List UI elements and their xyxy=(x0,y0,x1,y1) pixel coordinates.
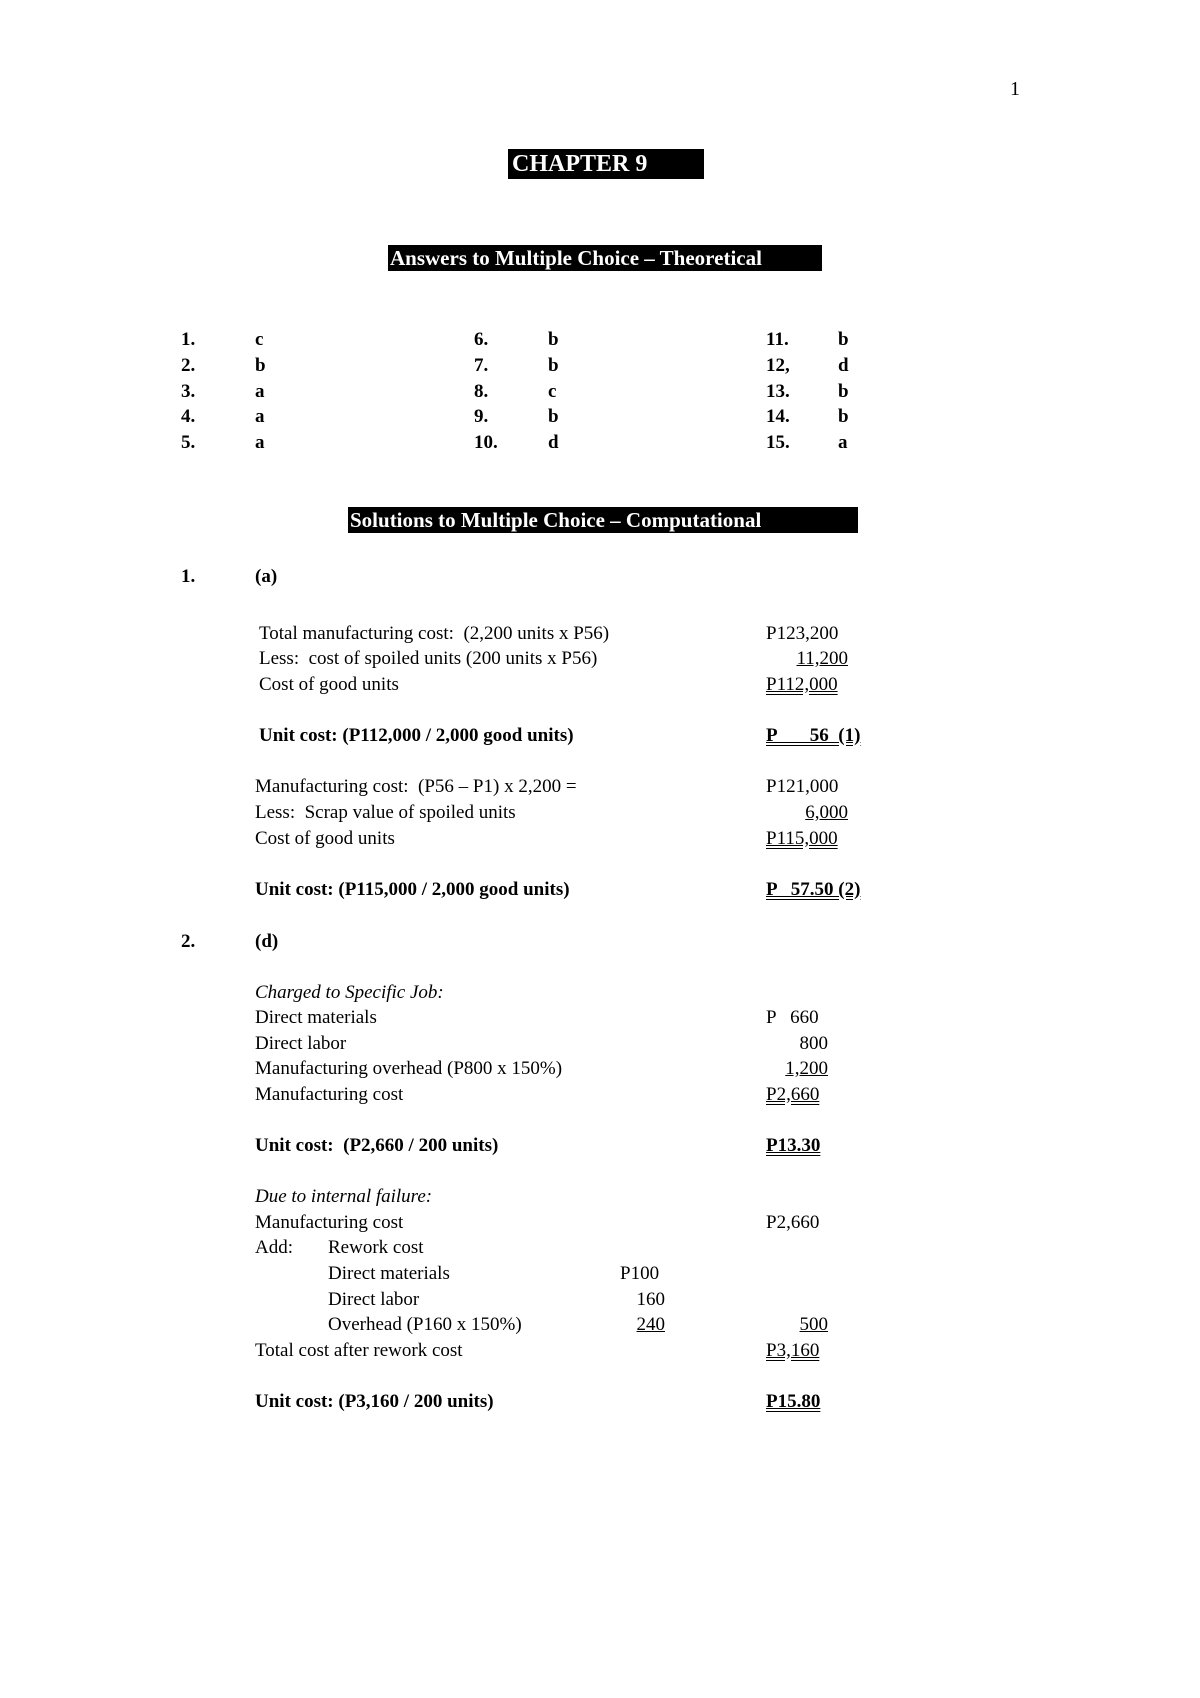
answer-number: 7. xyxy=(474,355,489,376)
answer-number: 5. xyxy=(181,432,196,453)
answer-letter: b xyxy=(838,381,849,402)
answer-number: 4. xyxy=(181,406,196,427)
answer-number: 8. xyxy=(474,381,489,402)
unit-cost-value: P 56 (1) xyxy=(766,725,861,746)
computational-heading: Solutions to Multiple Choice – Computational xyxy=(348,507,858,533)
line-label: Direct materials xyxy=(255,1007,377,1028)
line-value: P2,660 xyxy=(766,1212,820,1233)
answer-letter: b xyxy=(548,329,559,350)
line-value: P 660 xyxy=(766,1007,819,1028)
answer-number: 10. xyxy=(474,432,498,453)
answer-number: 2. xyxy=(181,355,196,376)
problem-number: 1. xyxy=(181,566,196,587)
line-label: Less: cost of spoiled units (200 units x P56) xyxy=(259,648,598,669)
line-label: Total manufacturing cost: (2,200 units x P56) xyxy=(259,623,610,644)
answer-number: 14. xyxy=(766,406,790,427)
answer-number: 13. xyxy=(766,381,790,402)
unit-cost-label: Unit cost: (P115,000 / 2,000 good units) xyxy=(255,879,570,900)
section-subheading: Charged to Specific Job: xyxy=(255,982,444,1003)
add-label: Add: xyxy=(255,1237,293,1258)
line-value: 240 xyxy=(636,1314,665,1335)
line-value: 1,200 xyxy=(785,1058,828,1079)
answer-letter: b xyxy=(548,355,559,376)
answer-letter: a xyxy=(838,432,848,453)
rework-label: Rework cost xyxy=(328,1237,424,1258)
unit-cost-value: P15.80 xyxy=(766,1391,821,1412)
line-value: 160 xyxy=(636,1289,665,1310)
unit-cost-label: Unit cost: (P3,160 / 200 units) xyxy=(255,1391,494,1412)
page-number: 1 xyxy=(1010,78,1020,100)
line-label: Manufacturing cost: (P56 – P1) x 2,200 = xyxy=(255,776,577,797)
answer-letter: a xyxy=(255,381,265,402)
answer-number: 12, xyxy=(766,355,790,376)
line-value: 6,000 xyxy=(805,802,848,823)
answer-number: 9. xyxy=(474,406,489,427)
line-value: P112,000 xyxy=(766,674,838,695)
line-label: Total cost after rework cost xyxy=(255,1340,463,1361)
line-value: P115,000 xyxy=(766,828,838,849)
answer-letter: b xyxy=(548,406,559,427)
line-value: P100 xyxy=(620,1263,660,1284)
answer-letter: c xyxy=(255,329,264,350)
line-value: 800 xyxy=(799,1033,828,1054)
line-label: Overhead (P160 x 150%) xyxy=(328,1314,522,1335)
answer-letter: b xyxy=(838,329,849,350)
line-value: P123,200 xyxy=(766,623,839,644)
line-label: Less: Scrap value of spoiled units xyxy=(255,802,516,823)
problem-answer: (d) xyxy=(255,931,279,952)
answer-letter: d xyxy=(838,355,849,376)
answer-number: 3. xyxy=(181,381,196,402)
unit-cost-value: P 57.50 (2) xyxy=(766,879,861,900)
line-label: Manufacturing overhead (P800 x 150%) xyxy=(255,1058,563,1079)
answer-letter: b xyxy=(255,355,266,376)
unit-cost-label: Unit cost: (P2,660 / 200 units) xyxy=(255,1135,499,1156)
answer-letter: d xyxy=(548,432,559,453)
line-label: Manufacturing cost xyxy=(255,1212,404,1233)
line-label: Direct labor xyxy=(328,1289,420,1310)
problem-number: 2. xyxy=(181,931,196,952)
answer-letter: a xyxy=(255,432,265,453)
line-label: Manufacturing cost xyxy=(255,1084,404,1105)
answer-letter: c xyxy=(548,381,557,402)
line-label: Cost of good units xyxy=(259,674,399,695)
unit-cost-label: Unit cost: (P112,000 / 2,000 good units) xyxy=(259,725,574,746)
answer-letter: a xyxy=(255,406,265,427)
line-label: Direct materials xyxy=(328,1263,450,1284)
line-value: 11,200 xyxy=(796,648,848,669)
line-label: Cost of good units xyxy=(255,828,395,849)
line-value: P121,000 xyxy=(766,776,839,797)
answer-number: 6. xyxy=(474,329,489,350)
line-value: P2,660 xyxy=(766,1084,820,1105)
answer-number: 15. xyxy=(766,432,790,453)
line-label: Direct labor xyxy=(255,1033,347,1054)
unit-cost-value: P13.30 xyxy=(766,1135,821,1156)
chapter-title: CHAPTER 9 xyxy=(508,149,704,179)
line-value: 500 xyxy=(799,1314,828,1335)
section-subheading: Due to internal failure: xyxy=(255,1186,433,1207)
line-value: P3,160 xyxy=(766,1340,820,1361)
answer-number: 1. xyxy=(181,329,196,350)
answer-letter: b xyxy=(838,406,849,427)
theoretical-heading: Answers to Multiple Choice – Theoretical xyxy=(388,245,822,271)
answer-number: 11. xyxy=(766,329,789,350)
problem-answer: (a) xyxy=(255,566,278,587)
